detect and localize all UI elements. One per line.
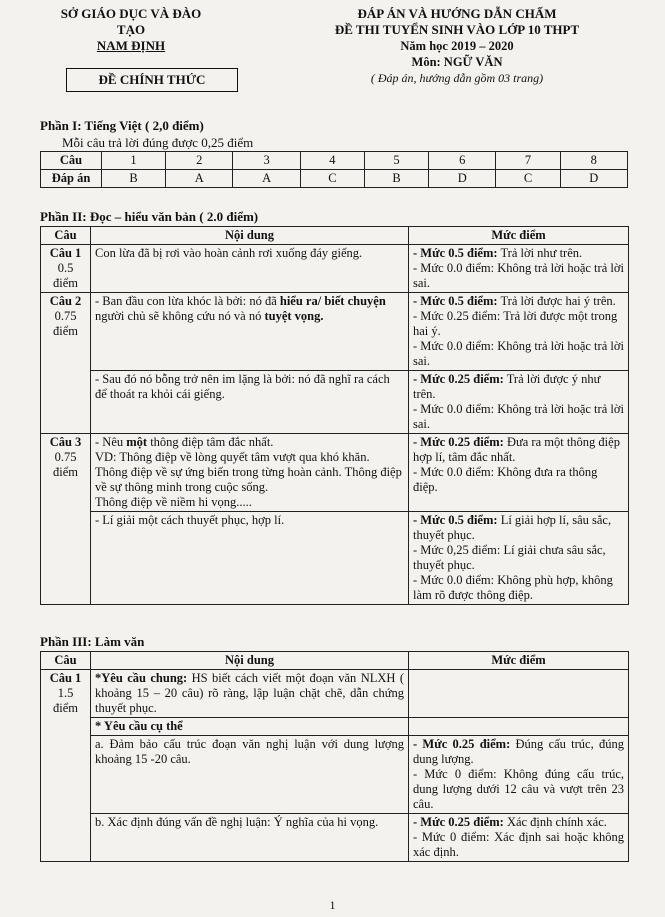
content-cell: - Sau đó nó bỗng trở nên im lặng là bởi: nó đã nghĩ ra cách để thoát ra khỏi cái giếng. xyxy=(91,371,409,434)
document-title-block xyxy=(292,6,622,86)
content-cell: - Lí giải một cách thuyết phục, hợp lí. xyxy=(91,512,409,605)
subject-name: Môn: NGỮ VĂN xyxy=(411,55,503,69)
content-cell: - Nêu một thông điệp tâm đắc nhất. VD: Thông điệp về lòng quyết tâm vượt qua khó khăn. Thông điệp về sự ứng biến trong từng hoàn cảnh. Thông điệp về sự thông minh trong cuộc sống. Thông điệp về niềm hi vọng..... xyxy=(91,434,409,512)
part1-title: Phần I: Tiếng Việt ( 2,0 điểm) xyxy=(40,118,204,133)
table-row xyxy=(41,736,629,814)
answer-value: D xyxy=(560,170,627,188)
school-year: Năm học 2019 – 2020 xyxy=(400,39,514,53)
table-row xyxy=(41,434,629,512)
question-cell: Câu 2 0.75 điểm xyxy=(41,293,91,434)
answer-value: C xyxy=(300,170,364,188)
content-cell: Con lừa đã bị rơi vào hoàn cảnh rơi xuống đáy giếng. xyxy=(91,245,409,293)
official-exam-label: ĐỀ CHÍNH THỨC xyxy=(66,68,238,92)
department-name: SỞ GIÁO DỤC VÀ ĐÀO TẠO xyxy=(60,6,202,37)
table-row xyxy=(41,293,629,371)
question-number: 3 xyxy=(233,152,300,170)
province-name: NAM ĐỊNH xyxy=(96,38,166,53)
score-cell xyxy=(409,670,629,718)
table-row xyxy=(41,814,629,862)
question-number: 4 xyxy=(300,152,364,170)
column-header: Nội dung xyxy=(91,652,409,670)
question-number: 1 xyxy=(102,152,166,170)
column-header: Nội dung xyxy=(91,227,409,245)
question-number: 8 xyxy=(560,152,627,170)
table-row xyxy=(41,670,629,718)
issuing-department xyxy=(56,6,206,54)
answer-value: A xyxy=(166,170,233,188)
content-cell: * Yêu cầu cụ thể xyxy=(91,718,409,736)
answer-key-table xyxy=(40,151,628,188)
score-cell: - Mức 0.25 điểm: Trả lời được ý như trên. - Mức 0.0 điểm: Không trả lời hoặc trả lời sai. xyxy=(409,371,629,434)
score-cell: - Mức 0.25 điểm: Đưa ra một thông điệp hợp lí, tâm đắc nhất. - Mức 0.0 điểm: Không đưa ra thông điệp. xyxy=(409,434,629,512)
document-title: ĐÁP ÁN VÀ HƯỚNG DẪN CHẤM xyxy=(357,6,557,21)
reading-comprehension-table xyxy=(40,226,629,605)
column-header: Mức điểm xyxy=(409,227,629,245)
answer-row xyxy=(41,170,628,188)
part1-instruction: Mỗi câu trả lời đúng được 0,25 điểm xyxy=(62,135,254,150)
column-header: Câu xyxy=(41,652,91,670)
question-cell: Câu 1 1.5 điểm xyxy=(41,670,91,862)
score-cell: - Mức 0.5 điểm: Lí giải hợp lí, sâu sắc, thuyết phục. - Mức 0,25 điểm: Lí giải chưa sâu sắc, thuyết phục. - Mức 0.0 điểm: Không phù hợp, không làm rõ được thông điệp. xyxy=(409,512,629,605)
row-label: Đáp án xyxy=(41,170,102,188)
part3-title: Phần III: Làm văn xyxy=(40,634,145,649)
table-row xyxy=(41,512,629,605)
content-cell: - Ban đầu con lừa khóc là bởi: nó đã hiểu ra/ biết chuyện người chủ sẽ không cứu nó và nó tuyệt vọng. xyxy=(91,293,409,371)
score-cell: - Mức 0.5 điểm: Trả lời được hai ý trên. - Mức 0.25 điểm: Trả lời được một trong hai ý. - Mức 0.0 điểm: Không trả lời hoặc trả lời sai. xyxy=(409,293,629,371)
question-number: 2 xyxy=(166,152,233,170)
score-cell: - Mức 0.25 điểm: Đúng cấu trúc, đúng dung lượng. - Mức 0 điểm: Không đúng cấu trúc, dung lượng dưới 12 câu và vượt trên 23 câu. xyxy=(409,736,629,814)
question-number: 5 xyxy=(364,152,428,170)
table-row xyxy=(41,718,629,736)
score-cell: - Mức 0.5 điểm: Trả lời như trên. - Mức 0.0 điểm: Không trả lời hoặc trả lời sai. xyxy=(409,245,629,293)
table-header-row xyxy=(41,652,629,670)
table-row xyxy=(41,245,629,293)
page-number: 1 xyxy=(329,898,336,912)
question-number: 6 xyxy=(429,152,496,170)
answer-value: B xyxy=(364,170,428,188)
content-cell: a. Đảm bảo cấu trúc đoạn văn nghị luận với dung lượng khoảng 15 -20 câu. xyxy=(91,736,409,814)
score-cell: - Mức 0.25 điểm: Xác định chính xác. - Mức 0 điểm: Xác định sai hoặc không xác định. xyxy=(409,814,629,862)
score-cell xyxy=(409,718,629,736)
table-row xyxy=(41,371,629,434)
answer-value: C xyxy=(496,170,560,188)
question-cell: Câu 3 0.75 điểm xyxy=(41,434,91,605)
table-header-row xyxy=(41,227,629,245)
answer-value: B xyxy=(102,170,166,188)
question-cell: Câu 1 0.5 điểm xyxy=(41,245,91,293)
exam-title: ĐỀ THI TUYỂN SINH VÀO LỚP 10 THPT xyxy=(334,22,580,37)
content-cell: b. Xác định đúng vấn đề nghị luận: Ý nghĩa của hi vọng. xyxy=(91,814,409,862)
question-row xyxy=(41,152,628,170)
row-label: Câu xyxy=(41,152,102,170)
question-number: 7 xyxy=(496,152,560,170)
column-header: Mức điểm xyxy=(409,652,629,670)
page-count-note: ( Đáp án, hướng dẫn gồm 03 trang) xyxy=(370,71,544,85)
answer-value: D xyxy=(429,170,496,188)
content-cell: *Yêu cầu chung: HS biết cách viết một đoạn văn NLXH ( khoảng 15 – 20 câu) rõ ràng, lập luận chặt chẽ, dẫn chứng thuyết phục. xyxy=(91,670,409,718)
answer-value: A xyxy=(233,170,300,188)
part2-title: Phần II: Đọc – hiểu văn bản ( 2.0 điểm) xyxy=(40,209,259,224)
essay-table xyxy=(40,651,629,862)
column-header: Câu xyxy=(41,227,91,245)
